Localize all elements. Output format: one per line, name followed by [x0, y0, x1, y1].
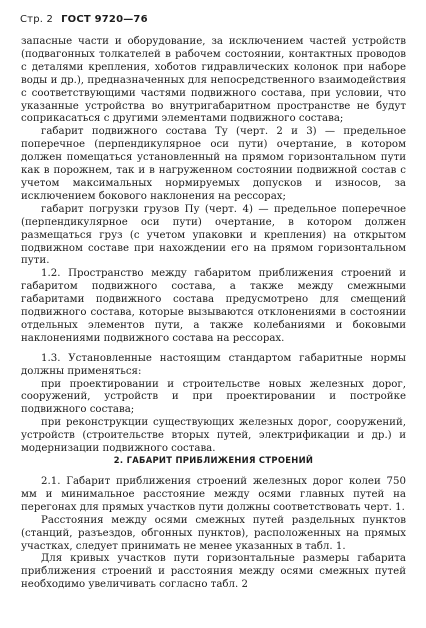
- standard-number: ГОСТ 9720—76: [61, 14, 148, 25]
- paragraph: 1.2. Пространство между габаритом приближения строений и габаритом подвижного состава, а также между смежными габаритами подвижного состава предусмотрено для смещений подвижного состава, которые вызываются отклонениями в состоянии отдельных элементов пути, а также колебаниями и боковыми наклонениями подвижного состава на рессорах.: [21, 268, 406, 344]
- paragraph: запасные части и оборудование, за исключением частей устройств (подвагонных толкателей в рабочем состоянии, контактных проводов с деталями крепления, хоботов гидравлических колонок при наборе воды и др.), предназначенных для непосредственного взаимодействия с соответствующими частями подвижного состава, при условии, что указанные устройства во внутригабаритном пространстве не будут соприкасаться с другими элементами подвижного состава;: [21, 36, 406, 125]
- body-text: [21, 36, 406, 456]
- page-number: Стр. 2: [20, 14, 54, 25]
- section-title: 2. ГАБАРИТ ПРИБЛИЖЕНИЯ СТРОЕНИЙ: [113, 455, 314, 465]
- paragraph: 2.1. Габарит приближения строений железных дорог колеи 750 мм и минимальное расстояние между осями главных путей на перегонах для прямых участков пути должны соответствовать черт. 1.: [21, 476, 406, 513]
- paragraph: габарит погрузки грузов Пу (черт. 4) — предельное поперечное (перпендикулярное оси пути) очертание, в котором должен размещаться груз (с учетом упаковки и крепления) на открытом подвижном составе при нахождении его на прямом горизонтальном пути.: [21, 203, 406, 267]
- paragraph: габарит подвижного состава Ту (черт. 2 и 3) — предельное поперечное (перпендикулярное оси пути) очертание, в котором должен помещаться установленный на прямом горизонтальном пути как в порожнем, так и в нагруженном состоянии подвижной состав с учетом максимальных нормируемых допусков и износов, за исключением бокового наклонения на рессорах;: [21, 126, 406, 202]
- paragraph: Для кривых участков пути горизонтальные размеры габарита приближения строений и расстояния между осями смежных путей необходимо увеличивать согласно табл. 2: [21, 553, 406, 591]
- paragraph: Расстояния между осями смежных путей раздельных пунктов (станций, разъездов, обгонных пунктов), расположенных на прямых участках, следует принимать не менее указанных в табл. 1.: [21, 514, 406, 552]
- paragraph: 1.3. Установленные настоящим стандартом габаритные нормы должны применяться:: [21, 352, 406, 377]
- section-body-text: [21, 476, 406, 592]
- paragraph: при реконструкции существующих железных дорог, сооружений, устройств (строительстве вторых путей, электрификации и др.) и модернизации подвижного состава.: [21, 417, 406, 455]
- page-header: [20, 14, 148, 25]
- paragraph: при проектировании и строительстве новых железных дорог, сооружений, устройств и при проектировании и постройке подвижного состава;: [21, 378, 406, 416]
